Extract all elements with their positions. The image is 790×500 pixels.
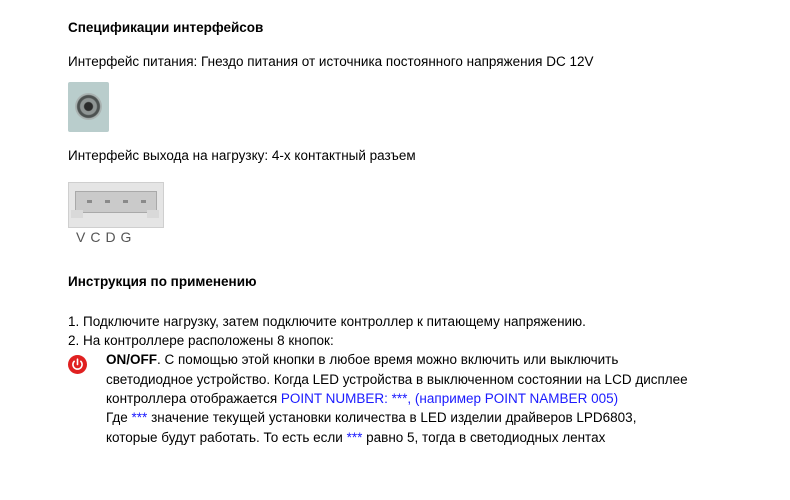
step-2-text: 2. На контроллере расположены 8 кнопок: — [68, 333, 334, 348]
onoff-title: ON/OFF — [106, 352, 157, 367]
connector-image — [68, 182, 164, 228]
section-heading-interfaces: Спецификации интерфейсов — [68, 20, 264, 35]
onoff-line-3-start: контроллера отображается — [106, 391, 281, 406]
connector-pin — [123, 200, 128, 203]
stars-placeholder: *** — [346, 430, 363, 445]
connector-notch — [71, 210, 83, 218]
connector-pin-labels: VCDG — [76, 229, 137, 245]
dc-jack-image — [68, 82, 109, 132]
onoff-line-1-rest: . С помощью этой кнопки в любое время можно включить или выключить — [157, 352, 619, 367]
onoff-line-4-start: Где — [106, 410, 132, 425]
power-button-icon — [68, 355, 87, 374]
onoff-line-3 — [106, 389, 618, 408]
onoff-line-4 — [106, 408, 636, 427]
onoff-line-1 — [106, 350, 618, 369]
onoff-line-2: светодиодное устройство. Когда LED устройства в выключенном состоянии на LCD дисплее — [106, 372, 688, 387]
connector-notch — [147, 210, 159, 218]
connector-pin — [141, 200, 146, 203]
connector-pin — [87, 200, 92, 203]
onoff-line-4-rest: значение текущей установки количества в LED изделии драйверов LPD6803, — [147, 410, 637, 425]
dc-jack-socket-icon — [75, 93, 102, 120]
stars-placeholder: *** — [131, 410, 148, 425]
power-interface-text: Интерфейс питания: Гнездо питания от источника постоянного напряжения DC 12V — [68, 54, 594, 69]
onoff-line-5 — [106, 428, 605, 447]
point-number-text: POINT NUMBER: ***, (например POINT NAMBER 005) — [280, 391, 619, 406]
output-interface-text: Интерфейс выхода на нагрузку: 4-х контактный разъем — [68, 148, 416, 163]
section-heading-instructions: Инструкция по применению — [68, 274, 257, 289]
step-1-text: 1. Подключите нагрузку, затем подключите контроллер к питающему напряжению. — [68, 314, 586, 329]
connector-pin — [105, 200, 110, 203]
onoff-line-5-rest: равно 5, тогда в светодиодных лентах — [362, 430, 606, 445]
onoff-line-5-start: которые будут работать. То есть если — [106, 430, 347, 445]
